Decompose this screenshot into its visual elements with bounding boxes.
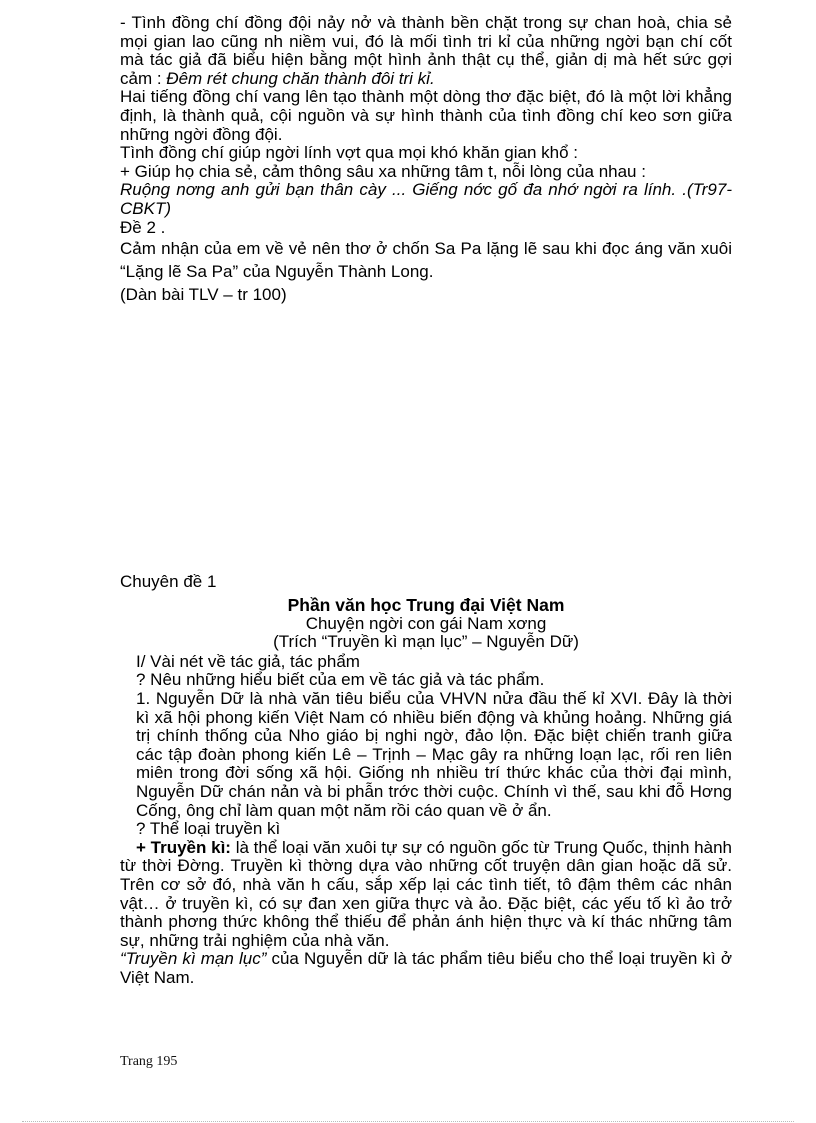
story-source: (Trích “Truyền kì mạn lục” – Nguyễn Dữ) xyxy=(273,632,579,652)
question-2: ? Thể loại truyền kì xyxy=(136,819,281,839)
bottom-divider xyxy=(22,1121,794,1122)
section-heading-1: I/ Vài nét về tác giả, tác phẩm xyxy=(136,651,360,671)
chuyen-de-label: Chuyên đề 1 xyxy=(120,572,217,591)
paragraph-nguyen-du: 1. Nguyễn Dữ là nhà văn tiêu biểu của VHVN nửa đầu thế kỉ XVI. Đây là thời kì xã hội phong kiến Việt Nam có nhiều biến động và khủng hoảng. Những giá trị chính thống của Nho giáo bị nghi ngờ, đảo lộn. Đặc biệt chiến tranh giữa các tập đoàn phong kiến Lê – Trịnh – Mạc gây ra những loạn lạc, rối ren liên miên trong đời sống xã hội. Giống nh nhiều trí thức khác của thời đại mình, Nguyễn Dữ chán nản và bi phẫn trớc thời cuộc. Chính vì thế, sau khi đỗ Hơng Cống, ông chỉ làm quan một năm rồi cáo quan về ở ẩn. xyxy=(136,688,732,820)
term-bold: + Truyền kì: xyxy=(136,837,231,857)
question-1: ? Nêu những hiểu biết của em về tác giả và tác phẩm. xyxy=(136,670,545,690)
page-number: Trang 195 xyxy=(120,1054,178,1069)
quote-italic: Đêm rét chung chăn thành đôi tri kỉ. xyxy=(166,68,435,88)
de-2-reference: (Dàn bài TLV – tr 100) xyxy=(120,285,287,305)
story-title: Chuyện ngời con gái Nam xơng xyxy=(305,613,547,633)
de-2-heading: Đề 2 . xyxy=(120,217,166,237)
book-title-italic: “Truyền kì mạn lục” xyxy=(120,949,267,969)
section-title: Phần văn học Trung đại Việt Nam xyxy=(287,594,565,615)
paragraph-truyen-ki-man-luc xyxy=(120,950,732,987)
paragraph-text: là thể loại văn xuôi tự sự có nguồn gốc từ Trung Quốc, thịnh hành từ thời Đờng. Truyền kì thờng dựa vào những cốt truyện dân gian hoặc dã sử. Trên cơ sở đó, nhà văn h cấu, sắp xếp lại các tình tiết, tô đậm thêm các nhân vật… ở truyền kì, có sự đan xen giữa thực và ảo. Đặc biệt, các yếu tố kì ảo trở thành phơng thức không thể thiếu để phản ánh hiện thực và kí thác những tâm sự, những trải nghiệm của nhà văn. xyxy=(120,837,732,950)
paragraph-tinh-dong-chi xyxy=(120,14,732,88)
paragraph-giup-vuot: Tình đồng chí giúp ngời lính vợt qua mọi khó khăn gian khổ : xyxy=(120,143,578,163)
quote-ruong-nuong: Ruộng nơng anh gửi bạn thân cày ... Giếng nớc gố đa nhớ ngời ra lính. .(Tr97- CBKT) xyxy=(120,180,732,218)
paragraph-text: - Tình đồng chí đồng đội nảy nở và thành bền chặt trong sự chan hoà, chia sẻ mọi gian lao cũng nh niềm vui, đó là mối tình tri kỉ của những ngời bạn chí cốt mà tác giả đã biểu hiện bằng một hình ảnh thật cụ thể, giản dị mà hết sức gợi cảm : xyxy=(120,13,732,88)
paragraph-chia-se: + Giúp họ chia sẻ, cảm thông sâu xa những tâm t, nỗi lòng của nhau : xyxy=(120,161,646,181)
paragraph-hai-tieng: Hai tiếng đồng chí vang lên tạo thành một dòng thơ đặc biệt, đó là một lời khẳng định, là thành quả, cội nguồn và sự hình thành của tình đồng chí keo sơn giữa những ngời đồng đội. xyxy=(120,87,732,144)
paragraph-text: của Nguyễn dữ là tác phẩm tiêu biểu cho thể loại truyền kì ở Việt Nam. xyxy=(120,949,732,987)
top-section xyxy=(120,14,732,306)
chuyen-de-section xyxy=(120,573,732,987)
paragraph-truyen-ki xyxy=(120,839,732,951)
de-2-question: Cảm nhận của em về vẻ nên thơ ở chốn Sa Pa lặng lẽ sau khi đọc áng văn xuôi “Lặng lẽ Sa Pa” của Nguyễn Thành Long. xyxy=(120,239,732,282)
